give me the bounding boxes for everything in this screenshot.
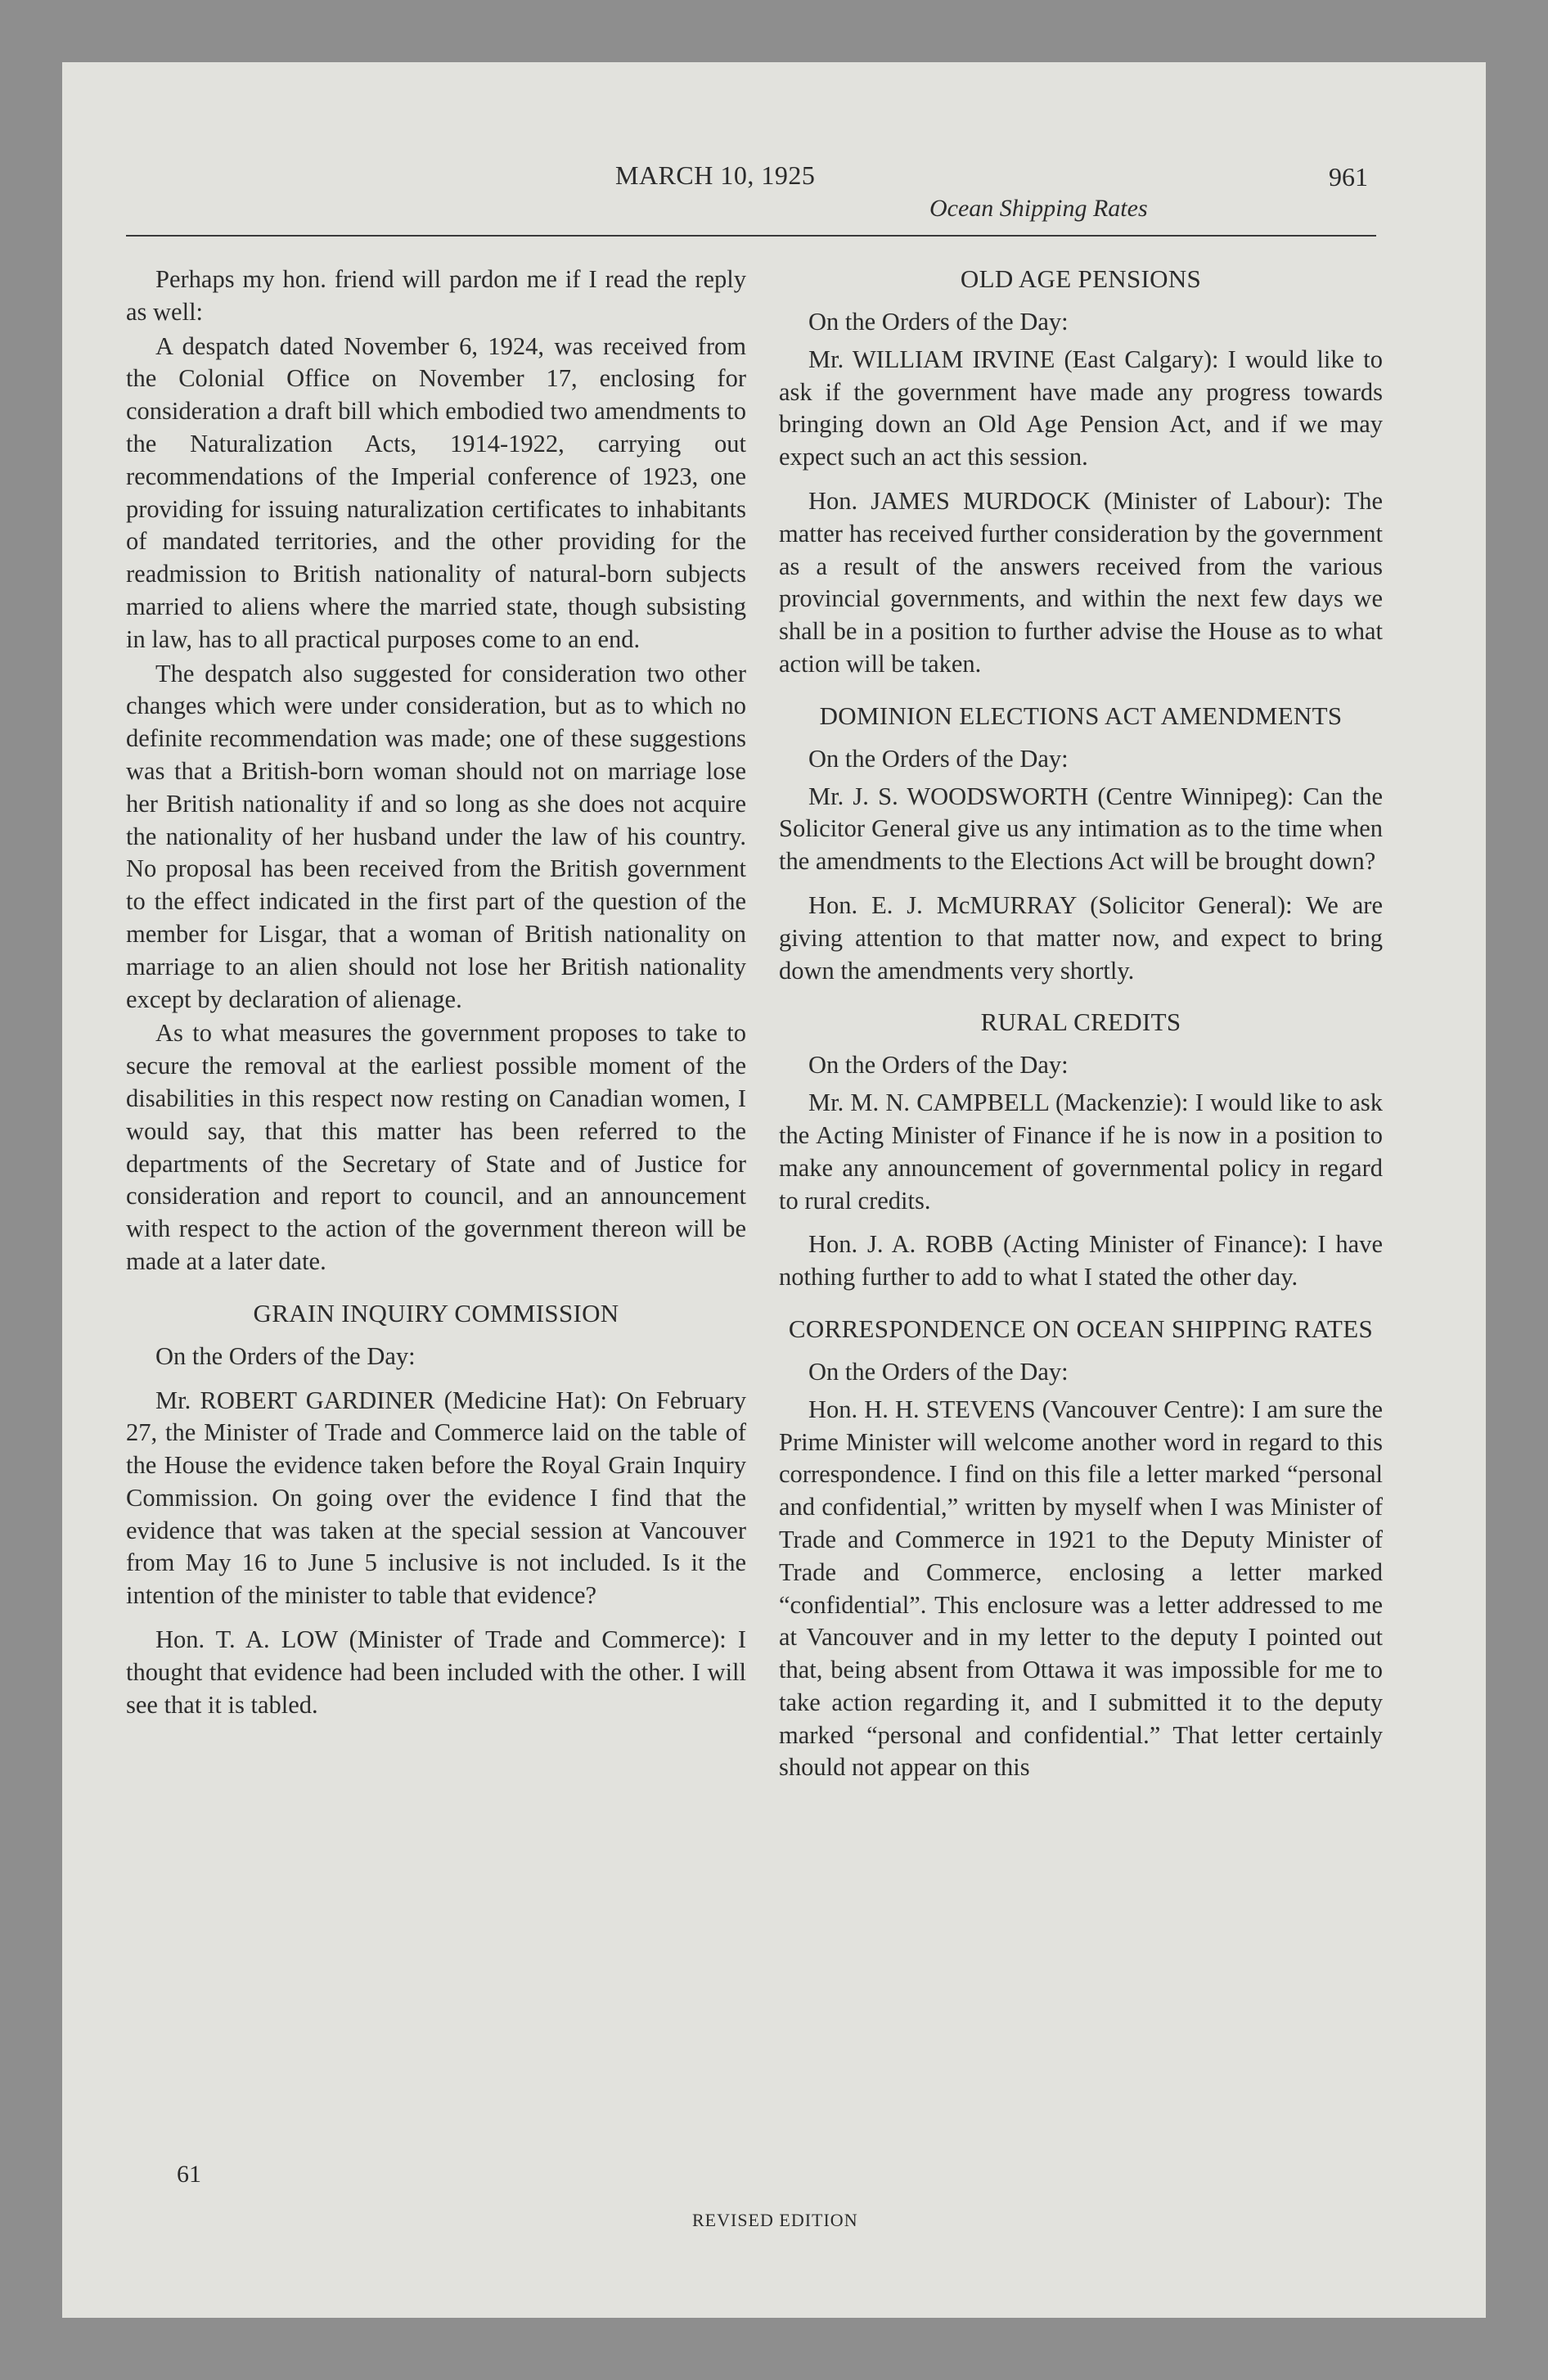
section-heading-shipping: CORRESPONDENCE ON OCEAN SHIPPING RATES	[788, 1314, 1374, 1343]
speech-gardiner: Mr. ROBERT GARDINER (Medicine Hat): On February 27, the Minister of Trade and Commerce laid on the table of the House the evidence taken before the Royal Grain Inquiry Commission. On going over the evidence I find that the evidence that was taken at the special session at Vancouver from May 16 to June 5 inclusive is not included. Is it the intention of the minister to table that evidence?	[126, 1386, 746, 1610]
header-rule	[126, 235, 1376, 237]
speech-campbell: Mr. M. N. CAMPBELL (Mackenzie): I would like to ask the Acting Minister of Finance if he is now in a position to make any announcement of governmental policy in regard to rural credits.	[779, 1089, 1383, 1215]
orders-of-the-day: On the Orders of the Day:	[808, 744, 1069, 773]
header-page-number: 961	[1329, 162, 1368, 192]
paragraph: As to what measures the government proposes to take to secure the removal at the earliest possible moment of the disabilities in this respect now resting on Canadian women, I would say, that this matter has been referred to the departments of the Secretary of State and of Justice for consideration and report to council, and an announcement with respect to the action of the government thereon will be made at a later date.	[126, 1019, 746, 1275]
section-heading-rural: RURAL CREDITS	[980, 1007, 1181, 1037]
right-column	[779, 264, 1383, 1784]
speech-irvine: Mr. WILLIAM IRVINE (East Calgary): I would like to ask if the government have made any progress towards bringing down an Old Age Pension Act, and if we may expect such an act this session.	[779, 345, 1383, 471]
orders-of-the-day: On the Orders of the Day:	[808, 308, 1069, 336]
paragraph: A despatch dated November 6, 1924, was received from the Colonial Office on November 17, enclosing for consideration a draft bill which embodied two amendments to the Naturalization Acts, 1914-1922, carrying out recommendations of the Imperial conference of 1923, one providing for issuing naturalization certificates to inhabitants of mandated territories, and the other providing for the readmission to British nationality of natural-born subjects married to aliens where the married state, though subsisting in law, has to all practical purposes come to an end.	[126, 331, 746, 653]
orders-of-the-day: On the Orders of the Day:	[808, 1357, 1069, 1386]
section-heading-pensions: OLD AGE PENSIONS	[960, 264, 1202, 293]
speech-robb: Hon. J. A. ROBB (Acting Minister of Finance): I have nothing further to add to what I stated the other day.	[779, 1230, 1383, 1291]
header-date: MARCH 10, 1925	[615, 160, 816, 190]
orders-of-the-day: On the Orders of the Day:	[155, 1341, 416, 1370]
section-heading-elections: DOMINION ELECTIONS ACT AMENDMENTS	[819, 701, 1343, 730]
edition-note: REVISED EDITION	[692, 2210, 858, 2230]
paragraph: Perhaps my hon. friend will pardon me if I read the reply as well:	[126, 265, 746, 326]
left-column	[126, 264, 746, 1721]
speech-low: Hon. T. A. LOW (Minister of Trade and Commerce): I thought that evidence had been included with the other. I will see that it is tabled.	[126, 1625, 746, 1719]
section-heading-grain: GRAIN INQUIRY COMMISSION	[253, 1298, 619, 1327]
folio-number: 61	[177, 2161, 201, 2188]
speech-murdock: Hon. JAMES MURDOCK (Minister of Labour): The matter has received further consideration by the government as a result of the answers received from the various provincial governments, and within the next few days we shall be in a position to further advise the House as to what action will be taken.	[779, 486, 1383, 678]
speech-woodsworth: Mr. J. S. WOODSWORTH (Centre Winnipeg): Can the Solicitor General give us any intimation as to the time when the amendments to the Elections Act will be brought down?	[779, 782, 1383, 876]
paragraph: The despatch also suggested for consideration two other changes which were under consideration, but as to which no definite recommendation was made; one of these suggestions was that a British-born woman should not on marriage lose her British nationality if and so long as she does not acquire the nationality of her husband under the law of his country. No proposal has been received from the British government to the effect indicated in the first part of the question of the member for Lisgar, that a woman of British nationality on marriage to an alien should not lose her British nationality except by declaration of alienage.	[126, 659, 746, 1013]
speech-mcmurray: Hon. E. J. McMURRAY (Solicitor General): We are giving attention to that matter now, and expect to bring down the amendments very shortly.	[779, 890, 1383, 985]
orders-of-the-day: On the Orders of the Day:	[808, 1051, 1069, 1080]
header-topic: Ocean Shipping Rates	[929, 195, 1148, 222]
speech-stevens: Hon. H. H. STEVENS (Vancouver Centre): I am sure the Prime Minister will welcome another word in regard to this correspondence. I find on this file a letter marked “personal and confidential,” written by myself when I was Minister of Trade and Commerce in 1921 to the Deputy Minister of Trade and Commerce, enclosing a letter marked “confidential”. This enclosure was a letter addressed to me at Vancouver and in my letter to the deputy I pointed out that, being absent from Ottawa it was impossible for me to take action regarding it, and I submitted it to the deputy marked “personal and confidential.” That letter certainly should not appear on this	[779, 1395, 1383, 1782]
